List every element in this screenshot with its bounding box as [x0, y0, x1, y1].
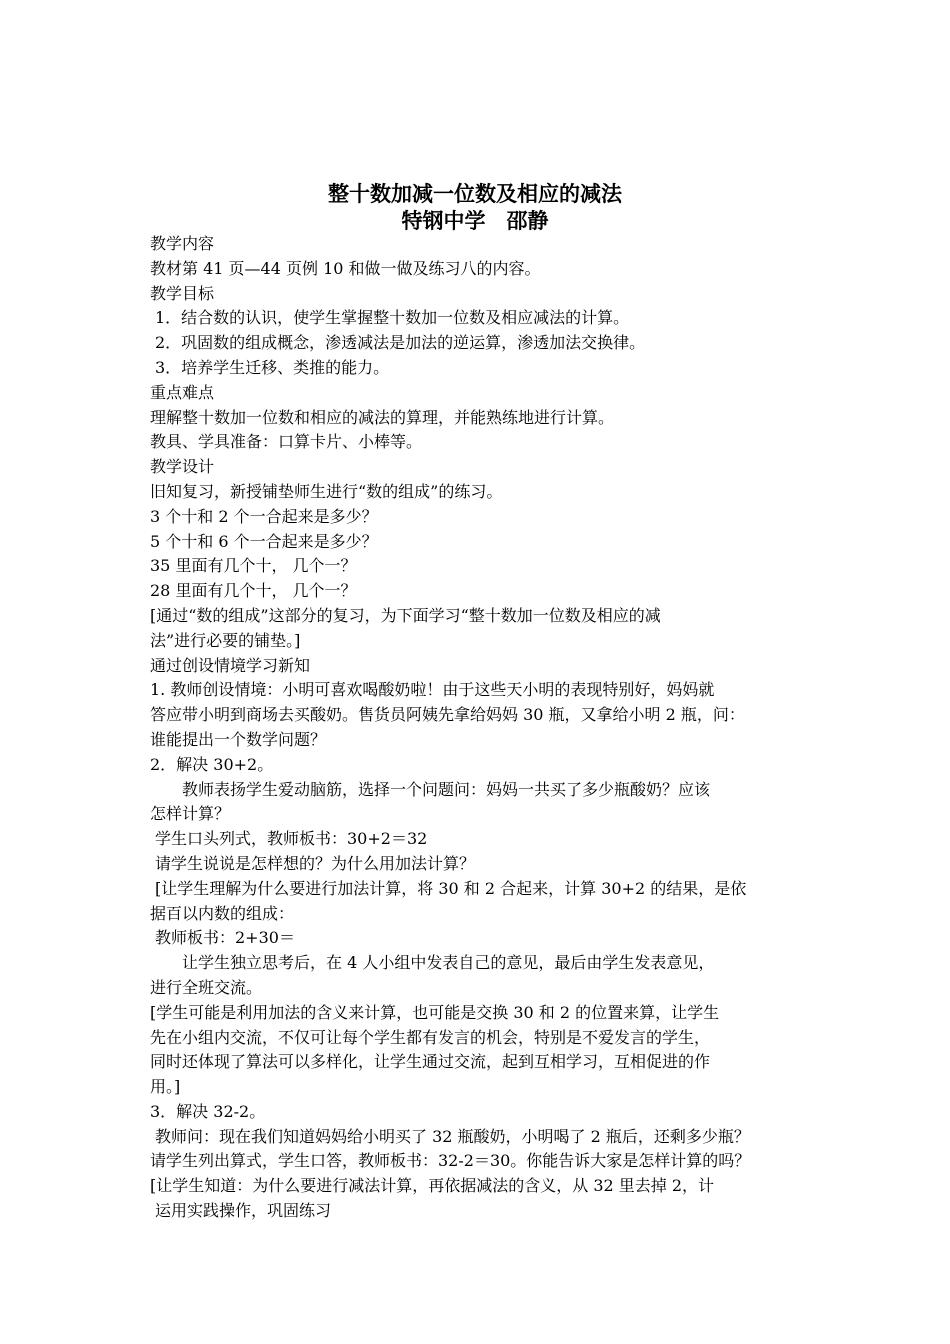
section-heading-content: 教学内容	[150, 234, 215, 253]
text-line: 教材第 41 页—44 页例 10 和做一做及练习八的内容。	[150, 258, 541, 278]
text-line: 通过创设情境学习新知	[150, 655, 311, 675]
objective-item: 3．培养学生迁移、类推的能力。	[155, 357, 390, 377]
text-line: 怎样计算？	[150, 804, 231, 824]
text-line: 教师板书：2+30＝	[155, 928, 295, 948]
text-line: 3 个十和 2 个一合起来是多少？	[150, 506, 378, 526]
text-line: 35 里面有几个十， 几个一？	[150, 556, 357, 576]
document-author: 特钢中学 邵静	[401, 208, 549, 233]
document-title: 整十数加减一位数及相应的减法	[328, 181, 622, 206]
text-line: 教具、学具准备：口算卡片、小棒等。	[150, 432, 423, 452]
section-heading-objectives: 教学目标	[150, 283, 215, 303]
text-line: 教师问：现在我们知道妈妈给小明买了 32 瓶酸奶，小明喝了 2 瓶后，还剩多少瓶？	[155, 1126, 750, 1146]
text-line: 请学生说说是怎样想的？为什么用加法计算？	[155, 853, 476, 873]
objective-item: 1．结合数的认识，使学生掌握整十数加一位数及相应减法的计算。	[155, 308, 630, 328]
text-line: 同时还体现了算法可以多样化，让学生通过交流，起到互相学习，互相促进的作	[150, 1052, 711, 1072]
text-line: [通过“数的组成”这部分的复习，为下面学习“整十数加一位数及相应的减	[150, 605, 661, 625]
text-line: 答应带小明到商场去买酸奶。售货员阿姨先拿给妈妈 30 瓶，又拿给小明 2 瓶，问：	[150, 705, 745, 725]
text-line: 让学生独立思考后，在 4 人小组中发表自己的意见，最后由学生发表意见，	[182, 953, 715, 973]
text-line: 请学生列出算式，学生口答，教师板书：32-2＝30。你能告诉大家是怎样计算的吗？	[150, 1151, 751, 1171]
text-line: 用。]	[150, 1077, 181, 1097]
text-line: 学生口头列式，教师板书：30+2＝32	[155, 829, 428, 849]
text-line: 进行全班交流。	[150, 977, 263, 997]
text-line: 先在小组内交流，不仅可让每个学生都有发言的机会，特别是不爱发言的学生，	[150, 1027, 711, 1047]
text-line: [让学生知道：为什么要进行减法计算，再依据减法的含义，从 32 里去掉 2，计	[150, 1176, 715, 1196]
text-line: 法”进行必要的铺垫。]	[150, 630, 301, 650]
text-line: 运用实践操作，巩固练习	[155, 1201, 332, 1221]
text-line: 3．解决 32-2。	[150, 1101, 266, 1121]
objective-item: 2．巩固数的组成概念，渗透减法是加法的逆运算，渗透加法交换律。	[155, 333, 646, 353]
text-line: [学生可能是利用加法的含义来计算，也可能是交换 30 和 2 的位置来算，让学生	[150, 1002, 720, 1022]
text-line: 5 个十和 6 个一合起来是多少？	[150, 531, 378, 551]
section-heading-key-points: 重点难点	[150, 382, 215, 402]
text-line: 旧知复习，新授铺垫师生进行“数的组成”的练习。	[150, 481, 503, 501]
text-line: 据百以内数的组成：	[150, 903, 295, 923]
text-line: 理解整十数加一位数和相应的减法的算理，并能熟练地进行计算。	[150, 407, 615, 427]
section-heading-design: 教学设计	[150, 457, 215, 477]
text-line: [让学生理解为什么要进行加法计算，将 30 和 2 合起来，计算 30+2 的结果，是依	[155, 878, 747, 898]
text-line: 1. 教师创设情境：小明可喜欢喝酸奶啦！由于这些天小明的表现特别好，妈妈就	[150, 680, 715, 700]
text-line: 教师表扬学生爱动脑筋，选择一个问题问：妈妈一共买了多少瓶酸奶？应该	[182, 779, 711, 799]
text-line: 28 里面有几个十， 几个一？	[150, 581, 357, 601]
text-line: 谁能提出一个数学问题？	[150, 729, 327, 749]
document-body	[150, 232, 814, 1224]
text-line: 2．解决 30+2。	[150, 754, 274, 774]
